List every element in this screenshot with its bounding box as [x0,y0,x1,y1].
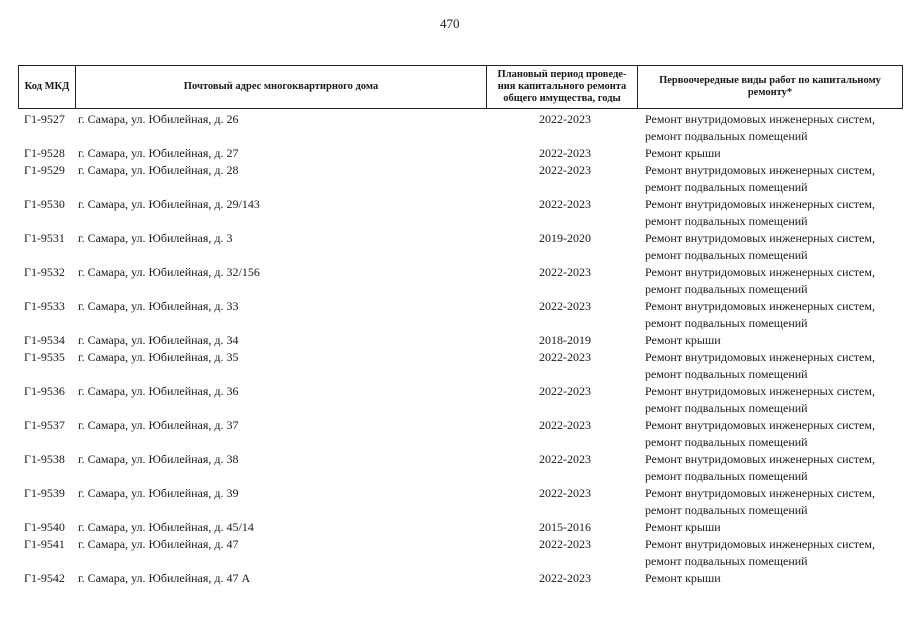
repair-work-line: ремонт подвальных помещений [645,129,808,143]
repair-period: 2022-2023 [539,452,591,466]
page-number: 470 [440,16,460,31]
header-period: Плановый период проведе-ния капитального ремонта общего имущества, годы [497,69,627,104]
mkd-code: Г1-9529 [24,163,65,177]
repair-period: 2022-2023 [539,299,591,313]
repair-work-line: Ремонт внутридомовых инженерных систем, [645,350,875,364]
repair-period: 2022-2023 [539,112,591,126]
table-row [0,298,905,332]
repair-work-line: Ремонт внутридомовых инженерных систем, [645,231,875,245]
repair-period: 2019-2020 [539,231,591,245]
repair-work-line: ремонт подвальных помещений [645,282,808,296]
building-address: г. Самара, ул. Юбилейная, д. 36 [78,384,239,398]
repair-work-line: Ремонт внутридомовых инженерных систем, [645,537,875,551]
mkd-code: Г1-9528 [24,146,65,160]
building-address: г. Самара, ул. Юбилейная, д. 37 [78,418,239,432]
table-body [0,111,905,587]
header-code: Код МКД [24,81,70,92]
repair-work-line: ремонт подвальных помещений [645,554,808,568]
mkd-code: Г1-9534 [24,333,65,347]
repair-work-line: Ремонт внутридомовых инженерных систем, [645,197,875,211]
table-row [0,451,905,485]
table-row [0,536,905,570]
table-row [0,570,905,587]
repair-work-line: ремонт подвальных помещений [645,401,808,415]
table-row [0,230,905,264]
repair-work-line: ремонт подвальных помещений [645,180,808,194]
building-address: г. Самара, ул. Юбилейная, д. 38 [78,452,239,466]
building-address: г. Самара, ул. Юбилейная, д. 34 [78,333,239,347]
repair-work-line: Ремонт крыши [645,146,721,160]
table-row [0,383,905,417]
repair-work-line: ремонт подвальных помещений [645,248,808,262]
building-address: г. Самара, ул. Юбилейная, д. 27 [78,146,239,160]
repair-work-line: Ремонт внутридомовых инженерных систем, [645,112,875,126]
repair-period: 2022-2023 [539,265,591,279]
repair-work-line: ремонт подвальных помещений [645,367,808,381]
repair-period: 2022-2023 [539,418,591,432]
repair-period: 2022-2023 [539,384,591,398]
building-address: г. Самара, ул. Юбилейная, д. 45/14 [78,520,254,534]
building-address: г. Самара, ул. Юбилейная, д. 3 [78,231,233,245]
table-row [0,485,905,519]
repair-period: 2015-2016 [539,520,591,534]
header-works: Первоочередные виды работ по капитальному ремонту* [659,75,881,98]
building-address: г. Самара, ул. Юбилейная, д. 47 А [78,571,251,585]
repair-work-line: Ремонт внутридомовых инженерных систем, [645,418,875,432]
table-row [0,332,905,349]
mkd-code: Г1-9531 [24,231,65,245]
header-divider [902,65,903,109]
repair-period: 2022-2023 [539,571,591,585]
table-row [0,196,905,230]
repair-period: 2018-2019 [539,333,591,347]
repair-work-line: Ремонт внутридомовых инженерных систем, [645,486,875,500]
repair-period: 2022-2023 [539,146,591,160]
mkd-code: Г1-9532 [24,265,65,279]
repair-work-line: Ремонт внутридомовых инженерных систем, [645,452,875,466]
building-address: г. Самара, ул. Юбилейная, д. 35 [78,350,239,364]
repair-period: 2022-2023 [539,163,591,177]
mkd-code: Г1-9527 [24,112,65,126]
repair-work-line: Ремонт крыши [645,333,721,347]
building-address: г. Самара, ул. Юбилейная, д. 47 [78,537,239,551]
mkd-code: Г1-9542 [24,571,65,585]
repair-period: 2022-2023 [539,197,591,211]
repair-work-line: ремонт подвальных помещений [645,503,808,517]
table-row [0,145,905,162]
mkd-code: Г1-9539 [24,486,65,500]
building-address: г. Самара, ул. Юбилейная, д. 29/143 [78,197,260,211]
building-address: г. Самара, ул. Юбилейная, д. 32/156 [78,265,260,279]
repair-period: 2022-2023 [539,350,591,364]
repair-work-line: Ремонт внутридомовых инженерных систем, [645,299,875,313]
mkd-code: Г1-9535 [24,350,65,364]
repair-work-line: ремонт подвальных помещений [645,435,808,449]
mkd-code: Г1-9533 [24,299,65,313]
mkd-code: Г1-9540 [24,520,65,534]
mkd-code: Г1-9530 [24,197,65,211]
repair-work-line: Ремонт крыши [645,520,721,534]
table-row [0,417,905,451]
building-address: г. Самара, ул. Юбилейная, д. 39 [78,486,239,500]
repair-work-line: Ремонт крыши [645,571,721,585]
table-row [0,111,905,145]
header-bottom-border [18,108,903,109]
repair-work-line: Ремонт внутридомовых инженерных систем, [645,163,875,177]
header-divider [486,65,487,109]
table-row [0,264,905,298]
repair-work-line: ремонт подвальных помещений [645,469,808,483]
repair-work-line: Ремонт внутридомовых инженерных систем, [645,384,875,398]
mkd-code: Г1-9536 [24,384,65,398]
building-address: г. Самара, ул. Юбилейная, д. 28 [78,163,239,177]
repair-work-line: Ремонт внутридомовых инженерных систем, [645,265,875,279]
table-row [0,519,905,536]
header-address: Почтовый адрес многоквартирного дома [183,81,379,92]
repair-work-line: ремонт подвальных помещений [645,316,808,330]
table-row [0,162,905,196]
repair-period: 2022-2023 [539,537,591,551]
repair-work-line: ремонт подвальных помещений [645,214,808,228]
repair-period: 2022-2023 [539,486,591,500]
table-row [0,349,905,383]
header-divider [637,65,638,109]
mkd-code: Г1-9538 [24,452,65,466]
mkd-code: Г1-9541 [24,537,65,551]
building-address: г. Самара, ул. Юбилейная, д. 26 [78,112,239,126]
mkd-code: Г1-9537 [24,418,65,432]
building-address: г. Самара, ул. Юбилейная, д. 33 [78,299,239,313]
